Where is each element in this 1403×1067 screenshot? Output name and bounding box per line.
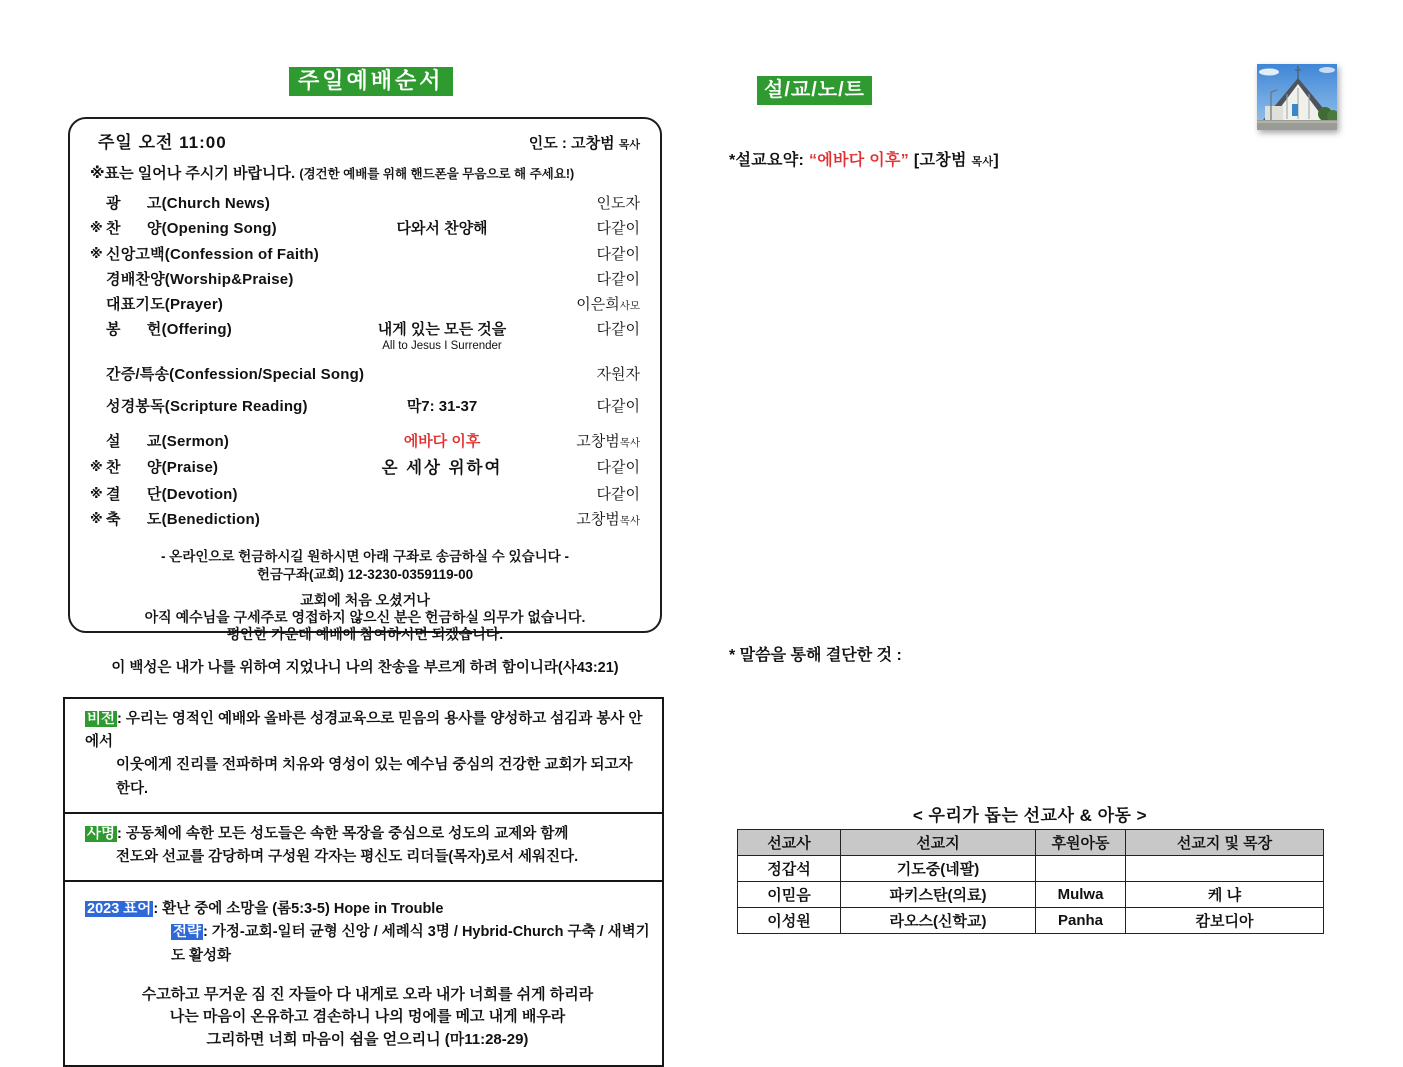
row-label: 결 단(Devotion)	[106, 485, 238, 503]
mission-row	[65, 812, 662, 880]
motto-line	[85, 898, 650, 921]
stand-mark: ※	[90, 458, 103, 474]
worship-order-title: 주일예배순서	[289, 67, 453, 96]
vision-row	[65, 699, 662, 812]
motto-text: : 환난 중에 소망을 (롬5:3-5) Hope in Trouble	[153, 901, 444, 918]
cell-field: 기도중(네팔)	[841, 856, 1036, 882]
sermon-summary-line	[729, 147, 999, 170]
row-center	[356, 398, 528, 415]
participant-name: 이은희	[576, 296, 620, 313]
cell-field: 라오스(신학교)	[841, 908, 1036, 934]
stand-mark	[90, 195, 106, 196]
stand-mark: ※	[90, 220, 103, 236]
strategy-text: : 가정-교회-일터 균형 신앙 / 세례식 3명 / Hybrid-Church 구축 / 새벽기도 활성화	[171, 924, 650, 964]
stand-note	[90, 162, 640, 183]
worship-box-header	[90, 128, 640, 153]
worship-row	[90, 511, 640, 528]
mission-line1	[85, 823, 650, 846]
church-photo	[1257, 64, 1337, 130]
row-label: 설 교(Sermon)	[106, 433, 230, 451]
worship-row	[90, 321, 640, 353]
row-participant	[528, 366, 640, 383]
worship-row	[90, 220, 640, 237]
decision-prompt: * 말씀을 통해 결단한 것 :	[729, 647, 902, 664]
sermon-summary-prefix: *설교요약:	[729, 152, 809, 169]
row-label: 대표기도(Prayer)	[106, 296, 224, 313]
cell-field-mokjang: 케 냐	[1126, 882, 1324, 908]
row-participant	[528, 398, 640, 415]
worship-row	[90, 486, 640, 503]
sermon-speaker-suffix: 목사	[971, 156, 994, 168]
vision-text2: 이웃에게 진리를 전파하며 치유와 영성이 있는 예수님 중심의 건강한 교회가 되고자 한다.	[116, 757, 633, 797]
worship-row	[90, 271, 640, 288]
worship-row	[90, 366, 640, 383]
row-center-subtext: All to Jesus I Surrender	[382, 339, 502, 352]
row-center-text: 내게 있는 모든 것을	[377, 321, 507, 339]
row-center-text: 온 세상 위하여	[381, 458, 503, 477]
row-label: 간증/특송(Confession/Special Song)	[106, 365, 365, 383]
row-center	[356, 220, 528, 237]
newcomer-line1: 교회에 처음 오셨거나	[300, 592, 430, 609]
row-participant	[528, 321, 640, 338]
row-center-text: 다와서 찬양해	[396, 220, 488, 238]
cell-child: Panha	[1036, 908, 1126, 934]
row-label: 성경봉독(Scripture Reading)	[106, 398, 308, 416]
offering-notice	[90, 548, 640, 583]
header-sponsored-child: 후원아동	[1036, 830, 1126, 856]
stand-mark: ※	[90, 245, 103, 261]
matthew-verses	[85, 984, 650, 1052]
row-participant	[528, 271, 640, 288]
stand-mark	[90, 398, 106, 399]
offering-notice-line1: - 온라인으로 헌금하시길 원하시면 아래 구좌로 송금하실 수 있습니다 -	[161, 549, 569, 565]
mission-table	[737, 829, 1324, 934]
matthew-verse-line2: 나는 마음이 온유하고 겸손하니 나의 멍에를 메고 내게 배우라	[169, 1008, 566, 1026]
matthew-verse-line3: 그리하면 너희 마음이 쉼을 얻으리니 (마11:28-29)	[206, 1030, 529, 1048]
row-center-text: 막7: 31-37	[406, 398, 478, 416]
cell-child	[1036, 856, 1126, 882]
cell-missionary: 정갑석	[738, 856, 841, 882]
vision-tag: 비전	[87, 711, 116, 727]
stand-mark	[90, 296, 106, 297]
stand-mark	[90, 433, 106, 434]
stand-mark: ※	[90, 485, 103, 501]
cell-missionary: 이성원	[738, 908, 841, 934]
row-participant	[528, 220, 640, 237]
strategy-line	[171, 921, 650, 967]
service-leader-suffix: 목사	[618, 139, 640, 151]
newcomer-line2: 아직 예수님을 구세주로 영접하지 않으신 분은 헌금하실 의무가 없습니다.	[144, 609, 586, 626]
cell-field-mokjang: 캄보디아	[1126, 908, 1324, 934]
row-label: 광 고(Church News)	[106, 195, 271, 212]
cell-field-mokjang	[1126, 856, 1324, 882]
participant-suffix: 목사	[619, 437, 640, 450]
participant-name: 다같이	[596, 485, 640, 503]
participant-suffix: 사모	[619, 300, 640, 312]
stand-mark	[90, 366, 106, 367]
offering-account: 헌금구좌(교회) 12-3230-0359119-00	[256, 566, 474, 582]
cell-child: Mulwa	[1036, 882, 1126, 908]
sermon-speaker-bracket: ]	[993, 152, 999, 169]
row-center	[356, 433, 528, 450]
stand-mark	[90, 321, 106, 322]
worship-row-sermon	[90, 433, 640, 450]
table-row	[738, 882, 1324, 908]
stand-note-text: ※표는 일어나 주시기 바랍니다.	[90, 165, 296, 182]
worship-row	[90, 195, 640, 212]
worship-order-box	[68, 117, 662, 643]
table-row	[738, 856, 1324, 882]
participant-name: 자원자	[596, 365, 640, 383]
table-row	[738, 908, 1324, 934]
mission-table-title: < 우리가 돕는 선교사 & 아동 >	[912, 806, 1148, 825]
participant-suffix: 목사	[619, 514, 640, 527]
newcomer-line3: 평안한 가운데 예배에 참여하시면 되겠습니다.	[226, 626, 504, 643]
mission-tag: 사명	[87, 825, 116, 842]
sermon-summary-title: “에바다 이후”	[808, 152, 910, 169]
row-label: 신앙고백(Confession of Faith)	[106, 245, 319, 263]
service-time: 주일 오전 11:00	[98, 133, 227, 152]
participant-name: 다같이	[596, 321, 640, 339]
row-participant	[528, 195, 640, 212]
participant-name: 인도자	[596, 195, 640, 212]
matthew-verse-line1: 수고하고 무거운 짐 진 자들아 다 내게로 오라 내가 너희를 쉬게 하리라	[141, 985, 594, 1003]
row-center	[356, 459, 528, 478]
vision-text1: : 우리는 영적인 예배와 올바른 성경교육으로 믿음의 용사를 양성하고 섬김과 봉사 안에서	[85, 711, 643, 751]
header-missionary: 선교사	[738, 830, 841, 856]
row-label: 경배찬양(Worship&Praise)	[106, 270, 294, 288]
worship-row	[90, 398, 640, 415]
row-participant	[528, 296, 640, 313]
row-center	[356, 321, 528, 353]
motto-row	[65, 880, 662, 1065]
row-participant	[528, 511, 640, 528]
sermon-speaker-name: [고창범	[909, 152, 972, 169]
row-participant	[528, 459, 640, 476]
participant-name: 다같이	[596, 270, 640, 288]
participant-name: 다같이	[596, 398, 640, 416]
header-field: 선교지	[841, 830, 1036, 856]
vision-line1	[85, 708, 650, 754]
participant-name: 다같이	[596, 220, 640, 238]
stand-mark: ※	[90, 510, 103, 526]
row-label: 축 도(Benediction)	[106, 510, 261, 528]
cell-missionary: 이믿음	[738, 882, 841, 908]
row-participant	[528, 486, 640, 503]
mission-table-header-row	[738, 830, 1324, 856]
mission-text2: 전도와 선교를 감당하며 구성원 각자는 평신도 리더들(목자)로서 세워진다.	[116, 848, 579, 865]
isaiah-verse: 이 백성은 내가 나를 위하여 지었나니 나의 찬송을 부르게 하려 함이니라(사43:21)	[111, 660, 619, 676]
service-leader-name: 인도 : 고창범	[528, 135, 615, 152]
worship-row	[90, 246, 640, 263]
participant-name: 다같이	[596, 245, 640, 263]
header-field-mokjang: 선교지 및 목장	[1126, 830, 1324, 856]
vision-mission-box	[63, 697, 664, 1067]
worship-row	[90, 459, 640, 478]
sermon-note-title: 설/교/노/트	[757, 76, 872, 105]
stand-mark	[90, 271, 106, 272]
row-label: 찬 양(Praise)	[106, 458, 219, 476]
row-participant	[528, 246, 640, 263]
motto-tag: 2023 표어	[87, 901, 152, 918]
worship-row	[90, 296, 640, 313]
participant-name: 다같이	[596, 458, 640, 476]
mission-text1: : 공동체에 속한 모든 성도들은 속한 목장을 중심으로 성도의 교제와 함께	[117, 825, 569, 842]
sermon-title-text: 에바다 이후	[403, 433, 481, 451]
row-participant	[528, 433, 640, 450]
newcomer-notice	[90, 592, 640, 643]
row-label: 찬 양(Opening Song)	[106, 220, 277, 238]
cell-field: 파키스탄(의료)	[841, 882, 1036, 908]
row-label: 봉 헌(Offering)	[106, 321, 232, 339]
stand-note-small: (경건한 예배를 위해 핸드폰을 무음으로 해 주세요!)	[299, 167, 575, 181]
service-leader	[529, 132, 640, 153]
participant-name: 고창범	[576, 510, 620, 528]
participant-name: 고창범	[576, 433, 620, 451]
strategy-tag: 전략	[173, 924, 202, 941]
